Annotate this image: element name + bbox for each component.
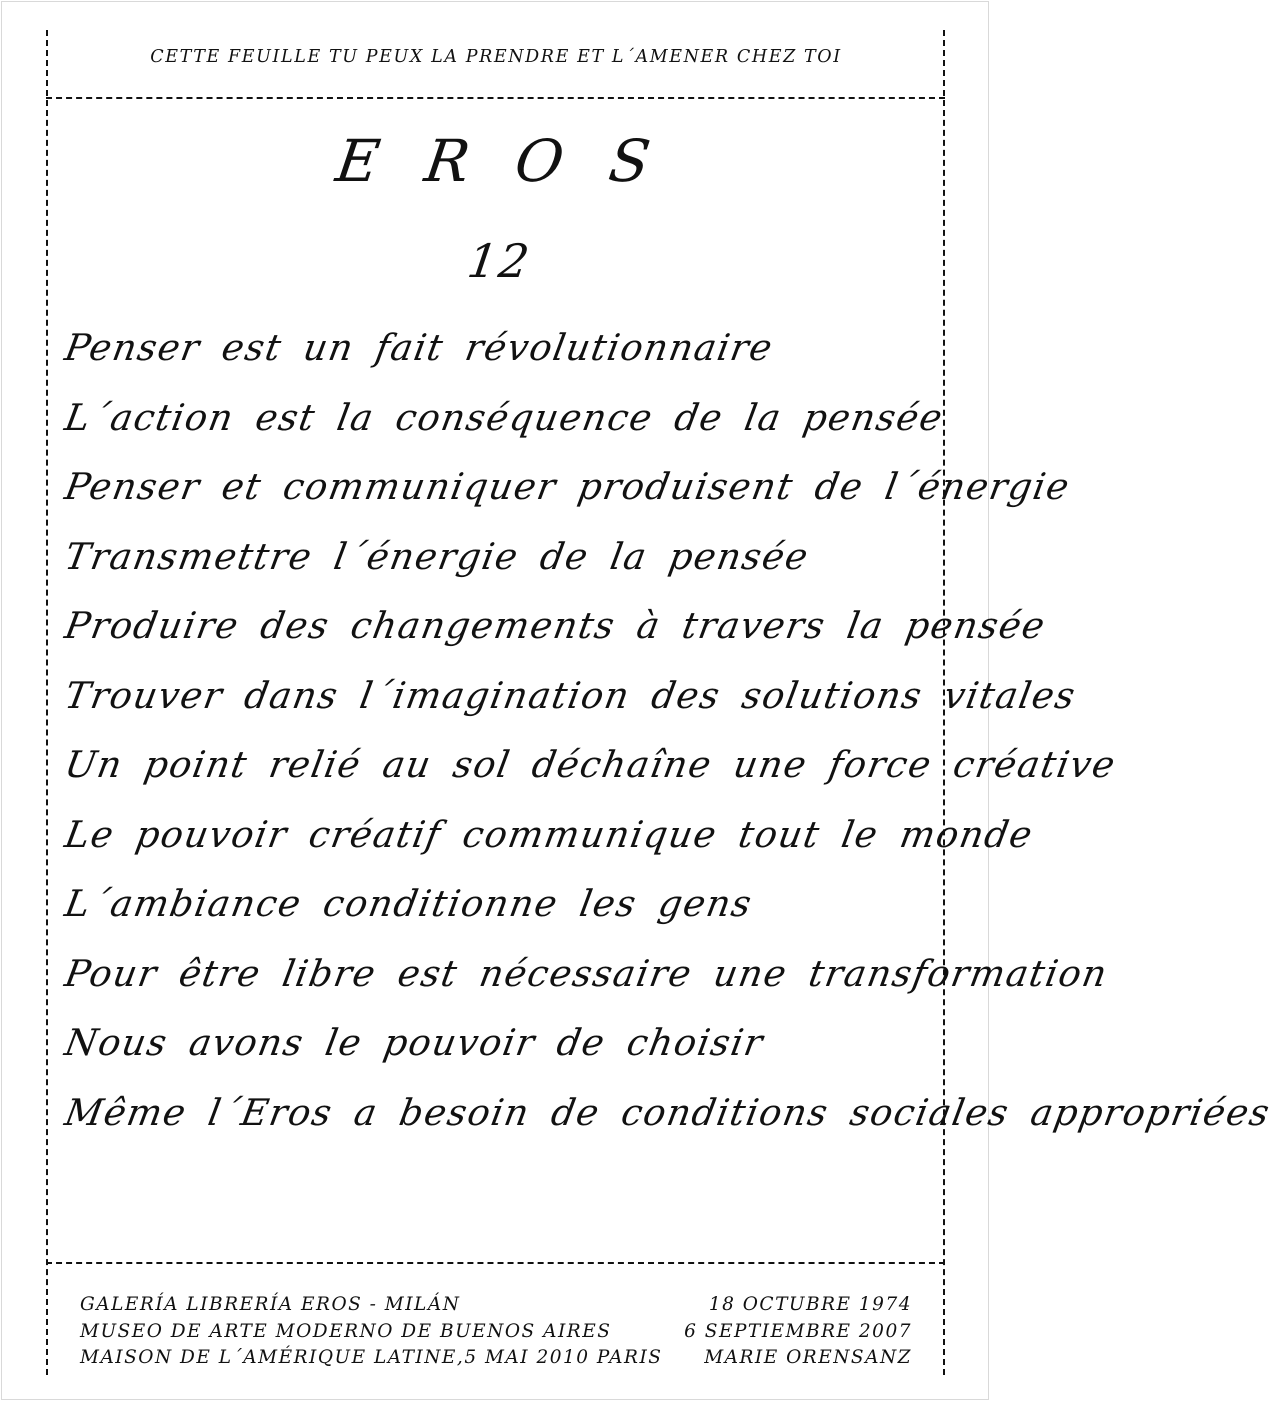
poem-line: Trouver dans l´imagination des solutions vitales (61, 673, 1080, 717)
poem-line: L´action est la conséquence de la pensée (61, 395, 947, 439)
poem (58, 320, 1274, 1154)
page-title: E R O S (331, 127, 669, 195)
footer-author: MARIE ORENSANZ (704, 1347, 912, 1368)
footer-venue: MUSEO DE ARTE MODERNO DE BUENOS AIRES (80, 1320, 612, 1342)
footer-dates-author (684, 1292, 912, 1372)
poem-line: Un point relié au sol déchaîne une force créative (61, 743, 1120, 786)
poem-line: Le pouvoir créatif communique tout le monde (61, 812, 1037, 856)
cut-line-left (46, 30, 48, 1375)
poem-line: Produire des changements à travers la pensée (61, 604, 1050, 647)
poem-line: Penser et communiquer produisent de l´énergie (61, 465, 1074, 508)
poem-line: Transmettre l´énergie de la pensée (61, 534, 813, 578)
cut-line-top (46, 97, 945, 99)
header-note: CETTE FEUILLE TU PEUX LA PRENDRE ET L´AMENER CHEZ TOI (150, 47, 842, 67)
footer-date: 6 SEPTIEMBRE 2007 (684, 1320, 912, 1342)
footer-venues (80, 1292, 662, 1372)
poem-line: Penser est un fait révolutionnaire (61, 326, 777, 369)
poem-line: Pour être libre est nécessaire une transformation (61, 951, 1112, 995)
poem-line: Nous avons le pouvoir de choisir (61, 1021, 768, 1064)
issue-number: 12 (464, 234, 535, 288)
poem-line: L´ambiance conditionne les gens (61, 882, 756, 925)
poem-line: Même l´Eros a besoin de conditions sociales appropriées (61, 1090, 1274, 1134)
cut-line-bottom (46, 1262, 945, 1264)
footer-venue: MAISON DE L´AMÉRIQUE LATINE,5 MAI 2010 PARIS (80, 1347, 663, 1368)
footer-venue: GALERÍA LIBRERÍA EROS - MILÁN (80, 1294, 461, 1315)
footer-date: 18 OCTUBRE 1974 (708, 1294, 912, 1315)
